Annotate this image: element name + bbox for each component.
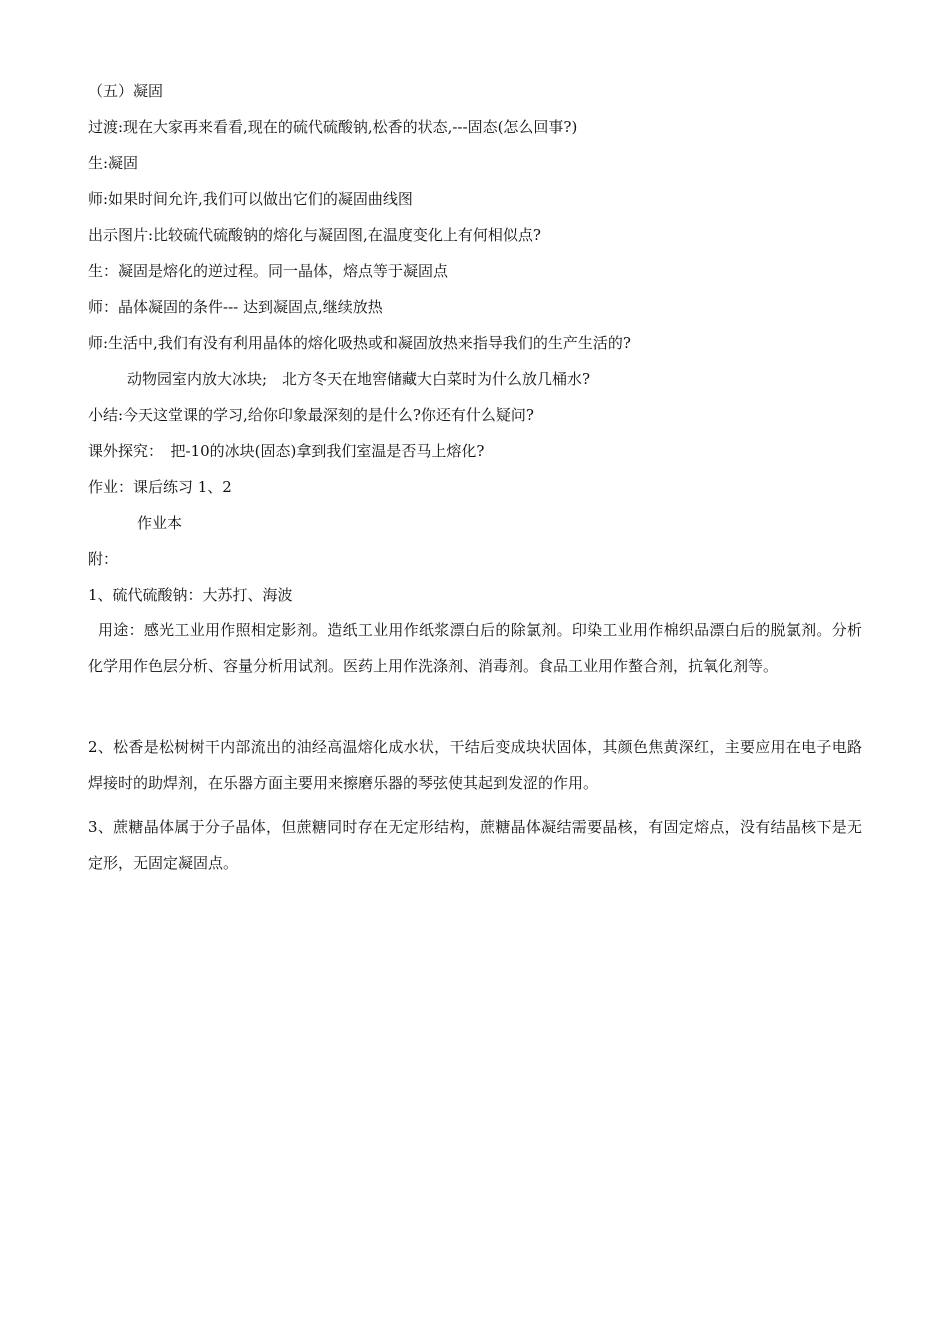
student-line-1: 生:凝固 [88,154,139,172]
appendix-item-1-uses: 用途：感光工业用作照相定影剂。造纸工业用作纸浆漂白后的除氯剂。印染工业用作棉织品漂白后的脱氯剂。分析化学用作色层分析、容量分析用试剂。医药上用作洗涤剂、消毒剂。食品工业用作螯合剂，抗氧化剂等。 [88,621,862,675]
examples-line: 动物园室内放大冰块; 北方冬天在地窖储藏大白菜时为什么放几桶水? [127,370,591,388]
appendix-item-1-title: 1、硫代硫酸钠：大苏打、海波 [88,586,293,604]
appendix-item-2: 2、松香是松树树干内部流出的油经高温熔化成水状，干结后变成块状固体，其颜色焦黄深红，主要应用在电子电路焊接时的助焊剂，在乐器方面主要用来擦磨乐器的琴弦使其起到发涩的作用。 [88,738,862,792]
student-line-2: 生：凝固是熔化的逆过程。同一晶体，熔点等于凝固点 [88,262,449,280]
appendix-heading: 附： [88,550,119,568]
teacher-line-2: 师：晶体凝固的条件--- 达到凝固点,继续放热 [88,298,383,316]
teacher-line-1: 师:如果时间允许,我们可以做出它们的凝固曲线图 [88,190,413,208]
transition-line: 过渡:现在大家再来看看,现在的硫代硫酸钠,松香的状态,---固态(怎么回事?) [88,118,578,136]
summary-line: 小结:今天这堂课的学习,给你印象最深刻的是什么?你还有什么疑问? [88,406,534,424]
teacher-line-3: 师:生活中,我们有没有利用晶体的熔化吸热或和凝固放热来指导我们的生产生活的? [88,334,631,352]
homework-line: 作业：课后练习 1、2 [88,478,232,496]
workbook-line: 作业本 [137,514,183,532]
show-picture-line: 出示图片:比较硫代硫酸钠的熔化与凝固图,在温度变化上有何相似点? [88,226,541,244]
appendix-item-3: 3、蔗糖晶体属于分子晶体，但蔗糖同时存在无定形结构，蔗糖晶体凝结需要晶核，有固定熔点，没有结晶核下是无定形，无固定凝固点。 [88,818,862,872]
extracurricular-line: 课外探究： 把-10的冰块(固态)拿到我们室温是否马上熔化? [88,442,485,460]
section-heading-solidification: （五）凝固 [88,82,164,100]
